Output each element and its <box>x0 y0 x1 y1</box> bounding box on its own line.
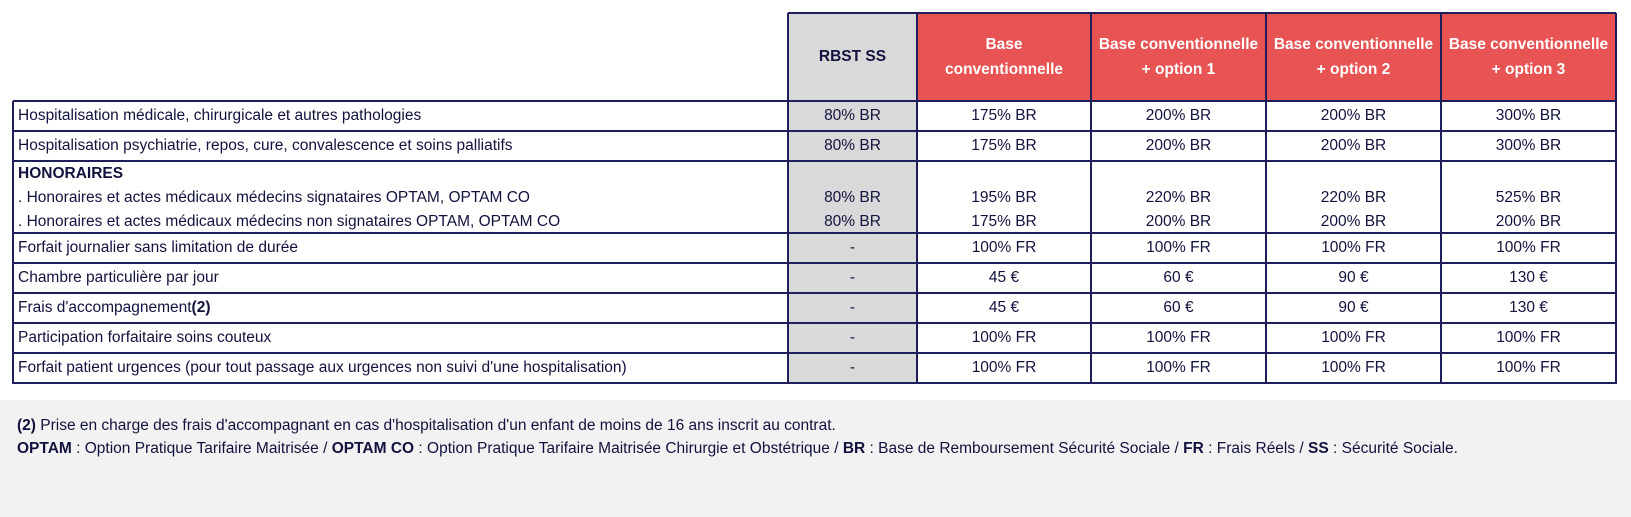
honoraires-row-label: . Honoraires et actes médicaux médecins non signataires OPTAM, OPTAM CO <box>18 213 561 230</box>
column-header: Base conventionnelle + option 1 <box>1098 36 1259 78</box>
table-border <box>1440 13 1442 384</box>
row-label-text: Chambre particulière par jour <box>18 269 219 286</box>
row-value: 100% FR <box>1496 359 1561 376</box>
row-value: 100% FR <box>1146 329 1211 346</box>
glossary-term: BR <box>842 440 866 457</box>
row-value: 45 € <box>988 299 1020 316</box>
honoraires-row-label: . Honoraires et actes médicaux médecins signataires OPTAM, OPTAM CO <box>18 189 530 206</box>
row-value: 100% FR <box>1321 329 1386 346</box>
table-border <box>13 382 1617 384</box>
table-border <box>13 322 1617 324</box>
row-label-text: Forfait journalier sans limitation de durée <box>18 239 298 256</box>
glossary-term: OPTAM <box>17 440 72 457</box>
table-border <box>788 12 1616 14</box>
row-label-text: Participation forfaitaire soins couteux <box>18 329 272 346</box>
honoraires-row-value: 220% BR <box>1320 189 1387 206</box>
row-value: 80% BR <box>824 107 881 124</box>
row-value: 300% BR <box>1495 137 1562 154</box>
table-border <box>1090 13 1092 384</box>
row-value: 200% BR <box>1145 107 1212 124</box>
table-border <box>1265 13 1267 384</box>
table-border <box>1615 13 1617 384</box>
row-value: 45 € <box>988 269 1020 286</box>
honoraires-row-value: 80% BR <box>824 213 881 230</box>
table-border <box>13 100 1617 102</box>
glossary-def: : Base de Remboursement Sécurité Sociale / <box>865 440 1184 457</box>
table-border <box>13 292 1617 294</box>
glossary-term: SS <box>1308 440 1329 457</box>
row-value: 100% FR <box>1146 359 1211 376</box>
honoraires-row-value: 220% BR <box>1145 189 1212 206</box>
column-header: Base conventionnelle + option 2 <box>1273 36 1434 78</box>
row-label <box>13 233 788 263</box>
row-value: 100% FR <box>971 329 1037 346</box>
row-label <box>13 323 788 353</box>
glossary-def: : Frais Réels / <box>1203 440 1309 457</box>
honoraires-title: HONORAIRES <box>18 165 124 182</box>
row-value: - <box>849 359 856 376</box>
honoraires-row-value: 195% BR <box>971 189 1037 206</box>
glossary-term: OPTAM CO <box>331 440 415 457</box>
row-value: 100% FR <box>1321 359 1386 376</box>
honoraires-row-value: 175% BR <box>971 213 1037 230</box>
table-border <box>12 101 14 384</box>
row-value: 200% BR <box>1320 137 1387 154</box>
row-value: 90 € <box>1338 299 1369 316</box>
row-value: 100% FR <box>1496 239 1561 256</box>
row-value: 100% FR <box>1496 329 1561 346</box>
honoraires-row-value: 525% BR <box>1495 189 1562 206</box>
row-value: 130 € <box>1509 269 1548 286</box>
table-border <box>13 352 1617 354</box>
glossary-def: : Sécurité Sociale. <box>1328 440 1458 457</box>
row-value: - <box>849 329 856 346</box>
footnotes <box>0 400 1631 517</box>
row-label <box>13 131 788 161</box>
honoraires-row-value: 200% BR <box>1320 213 1387 230</box>
row-value: 130 € <box>1509 299 1548 316</box>
column-header: Base conventionnelle + option 3 <box>1448 36 1609 78</box>
honoraires-row-value: 80% BR <box>824 189 881 206</box>
row-value: 100% FR <box>1321 239 1386 256</box>
row-label <box>13 263 788 293</box>
row-value: 90 € <box>1338 269 1369 286</box>
glossary-def: : Option Pratique Tarifaire Maitrisée Chirurgie et Obstétrique / <box>414 440 843 457</box>
row-value: 300% BR <box>1495 107 1562 124</box>
footnote-2 <box>17 416 836 436</box>
row-value: - <box>849 299 856 316</box>
row-value: 175% BR <box>971 137 1037 154</box>
row-label <box>13 293 788 323</box>
table-border <box>787 13 789 384</box>
footnote-2-marker: (2) <box>17 417 36 434</box>
row-value: 200% BR <box>1145 137 1212 154</box>
table-border <box>13 232 1617 234</box>
row-value: 60 € <box>1163 269 1194 286</box>
row-value: 100% FR <box>971 239 1037 256</box>
table-border <box>916 13 918 384</box>
row-value: 100% FR <box>971 359 1037 376</box>
table-border <box>13 160 1617 162</box>
honoraires-row-value: 200% BR <box>1145 213 1212 230</box>
row-label-text: Hospitalisation psychiatrie, repos, cure, convalescence et soins palliatifs <box>18 137 513 154</box>
row-value: 80% BR <box>824 137 881 154</box>
column-header: Base conventionnelle <box>945 36 1063 78</box>
table-border <box>13 130 1617 132</box>
row-value: 60 € <box>1163 299 1194 316</box>
glossary-term: FR <box>1183 440 1204 457</box>
honoraires-row-value: 200% BR <box>1495 213 1562 230</box>
row-label <box>13 353 788 383</box>
table-border <box>13 262 1617 264</box>
row-label-text: Forfait patient urgences (pour tout passage aux urgences non suivi d'une hospitalisation) <box>18 359 627 376</box>
row-value: 175% BR <box>971 107 1037 124</box>
row-label <box>13 101 788 131</box>
row-label-note: (2) <box>191 299 211 316</box>
row-label-text: Frais d'accompagnement <box>18 299 192 316</box>
row-label-text: Hospitalisation médicale, chirurgicale et autres pathologies <box>18 107 422 124</box>
row-value: - <box>849 239 856 256</box>
row-value: 200% BR <box>1320 107 1387 124</box>
glossary-def: : Option Pratique Tarifaire Maitrisée / <box>71 440 332 457</box>
row-value: 100% FR <box>1146 239 1211 256</box>
glossary-line <box>17 439 1458 459</box>
footnote-2-text: Prise en charge des frais d'accompagnant en cas d'hospitalisation d'un enfant de moins de 16 ans inscrit au contrat. <box>35 417 836 434</box>
column-header: RBST SS <box>818 48 887 65</box>
row-value: - <box>849 269 856 286</box>
